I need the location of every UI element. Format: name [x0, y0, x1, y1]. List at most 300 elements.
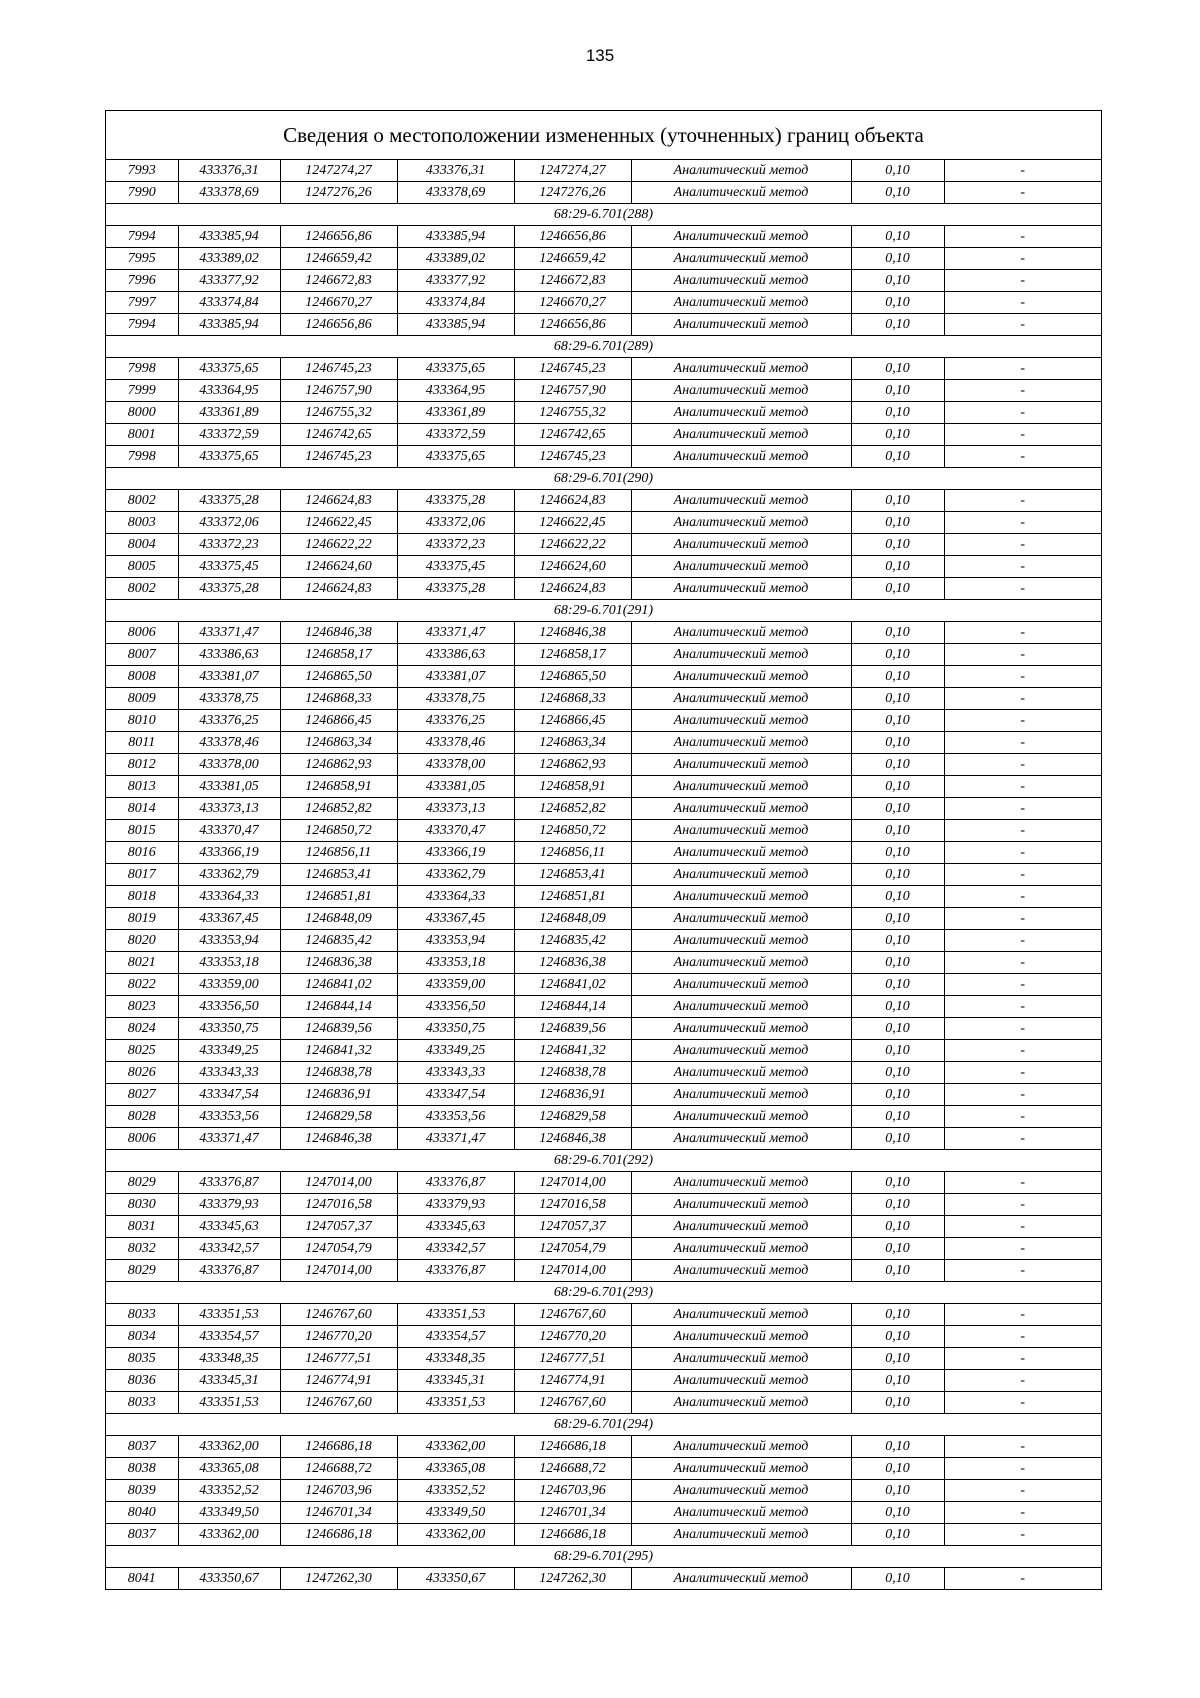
description-cell: - — [944, 1370, 1101, 1392]
method-cell: Аналитический метод — [631, 424, 851, 446]
precision-cell: 0,10 — [851, 1348, 944, 1370]
y-existing-cell: 1246624,83 — [280, 490, 397, 512]
table-row — [106, 402, 1101, 424]
y-new-cell: 1246686,18 — [514, 1436, 631, 1458]
table-row — [106, 534, 1101, 556]
point-number-cell: 8019 — [106, 908, 178, 930]
y-new-cell: 1246656,86 — [514, 226, 631, 248]
table-row — [106, 292, 1101, 314]
point-number-cell: 8003 — [106, 512, 178, 534]
y-existing-cell: 1246624,83 — [280, 578, 397, 600]
method-cell: Аналитический метод — [631, 908, 851, 930]
method-cell: Аналитический метод — [631, 182, 851, 204]
x-new-cell: 433375,28 — [397, 490, 514, 512]
precision-cell: 0,10 — [851, 996, 944, 1018]
table-row — [106, 556, 1101, 578]
precision-cell: 0,10 — [851, 1502, 944, 1524]
point-number-cell: 8022 — [106, 974, 178, 996]
method-cell: Аналитический метод — [631, 1370, 851, 1392]
section-header-row — [106, 600, 1101, 622]
table-row — [106, 1480, 1101, 1502]
precision-cell: 0,10 — [851, 556, 944, 578]
description-cell: - — [944, 1458, 1101, 1480]
description-cell: - — [944, 1326, 1101, 1348]
method-cell: Аналитический метод — [631, 226, 851, 248]
table-row — [106, 1172, 1101, 1194]
description-cell: - — [944, 1172, 1101, 1194]
precision-cell: 0,10 — [851, 578, 944, 600]
precision-cell: 0,10 — [851, 402, 944, 424]
y-existing-cell: 1246868,33 — [280, 688, 397, 710]
description-cell: - — [944, 1480, 1101, 1502]
x-existing-cell: 433342,57 — [178, 1238, 280, 1260]
y-new-cell: 1246656,86 — [514, 314, 631, 336]
method-cell: Аналитический метод — [631, 710, 851, 732]
y-new-cell: 1246659,42 — [514, 248, 631, 270]
y-new-cell: 1246777,51 — [514, 1348, 631, 1370]
section-header-row — [106, 204, 1101, 226]
x-new-cell: 433375,28 — [397, 578, 514, 600]
y-new-cell: 1246848,09 — [514, 908, 631, 930]
x-existing-cell: 433365,08 — [178, 1458, 280, 1480]
table-row — [106, 688, 1101, 710]
precision-cell: 0,10 — [851, 930, 944, 952]
point-number-cell: 8001 — [106, 424, 178, 446]
point-number-cell: 8040 — [106, 1502, 178, 1524]
point-number-cell: 8005 — [106, 556, 178, 578]
table-row — [106, 1128, 1101, 1150]
y-new-cell: 1246841,32 — [514, 1040, 631, 1062]
x-existing-cell: 433349,25 — [178, 1040, 280, 1062]
point-number-cell: 8025 — [106, 1040, 178, 1062]
description-cell: - — [944, 1238, 1101, 1260]
point-number-cell: 8011 — [106, 732, 178, 754]
section-header-row — [106, 468, 1101, 490]
y-existing-cell: 1246839,56 — [280, 1018, 397, 1040]
y-new-cell: 1246846,38 — [514, 1128, 631, 1150]
description-cell: - — [944, 1348, 1101, 1370]
point-number-cell: 8007 — [106, 644, 178, 666]
method-cell: Аналитический метод — [631, 952, 851, 974]
precision-cell: 0,10 — [851, 380, 944, 402]
y-new-cell: 1246851,81 — [514, 886, 631, 908]
x-existing-cell: 433353,56 — [178, 1106, 280, 1128]
precision-cell: 0,10 — [851, 534, 944, 556]
table-row — [106, 754, 1101, 776]
x-existing-cell: 433376,87 — [178, 1260, 280, 1282]
y-new-cell: 1246757,90 — [514, 380, 631, 402]
table-row — [106, 490, 1101, 512]
y-new-cell: 1246688,72 — [514, 1458, 631, 1480]
x-new-cell: 433362,00 — [397, 1524, 514, 1546]
x-existing-cell: 433377,92 — [178, 270, 280, 292]
y-new-cell: 1247014,00 — [514, 1172, 631, 1194]
description-cell: - — [944, 908, 1101, 930]
precision-cell: 0,10 — [851, 754, 944, 776]
section-header-row — [106, 1546, 1101, 1568]
x-existing-cell: 433378,00 — [178, 754, 280, 776]
precision-cell: 0,10 — [851, 842, 944, 864]
y-existing-cell: 1246703,96 — [280, 1480, 397, 1502]
y-existing-cell: 1246670,27 — [280, 292, 397, 314]
precision-cell: 0,10 — [851, 1040, 944, 1062]
method-cell: Аналитический метод — [631, 1502, 851, 1524]
method-cell: Аналитический метод — [631, 292, 851, 314]
precision-cell: 0,10 — [851, 666, 944, 688]
method-cell: Аналитический метод — [631, 248, 851, 270]
section-label: 68:29-6.701(290) — [106, 468, 1101, 490]
precision-cell: 0,10 — [851, 1458, 944, 1480]
x-existing-cell: 433385,94 — [178, 314, 280, 336]
method-cell: Аналитический метод — [631, 1304, 851, 1326]
y-existing-cell: 1246742,65 — [280, 424, 397, 446]
x-existing-cell: 433343,33 — [178, 1062, 280, 1084]
method-cell: Аналитический метод — [631, 314, 851, 336]
x-new-cell: 433378,46 — [397, 732, 514, 754]
section-header-row — [106, 1414, 1101, 1436]
y-existing-cell: 1246851,81 — [280, 886, 397, 908]
x-existing-cell: 433366,19 — [178, 842, 280, 864]
table-row — [106, 666, 1101, 688]
description-cell: - — [944, 1304, 1101, 1326]
table-row — [106, 1018, 1101, 1040]
precision-cell: 0,10 — [851, 622, 944, 644]
x-existing-cell: 433362,00 — [178, 1436, 280, 1458]
x-existing-cell: 433347,54 — [178, 1084, 280, 1106]
y-existing-cell: 1246745,23 — [280, 446, 397, 468]
method-cell: Аналитический метод — [631, 1172, 851, 1194]
description-cell: - — [944, 1568, 1101, 1590]
precision-cell: 0,10 — [851, 1326, 944, 1348]
section-label: 68:29-6.701(294) — [106, 1414, 1101, 1436]
precision-cell: 0,10 — [851, 886, 944, 908]
precision-cell: 0,10 — [851, 1128, 944, 1150]
table-row — [106, 512, 1101, 534]
method-cell: Аналитический метод — [631, 798, 851, 820]
y-new-cell: 1246742,65 — [514, 424, 631, 446]
precision-cell: 0,10 — [851, 776, 944, 798]
method-cell: Аналитический метод — [631, 842, 851, 864]
precision-cell: 0,10 — [851, 248, 944, 270]
point-number-cell: 8028 — [106, 1106, 178, 1128]
boundary-table-frame — [105, 110, 1102, 1590]
x-new-cell: 433372,23 — [397, 534, 514, 556]
y-existing-cell: 1246777,51 — [280, 1348, 397, 1370]
y-existing-cell: 1246757,90 — [280, 380, 397, 402]
y-existing-cell: 1247054,79 — [280, 1238, 397, 1260]
method-cell: Аналитический метод — [631, 380, 851, 402]
point-number-cell: 8002 — [106, 490, 178, 512]
description-cell: - — [944, 1436, 1101, 1458]
method-cell: Аналитический метод — [631, 864, 851, 886]
x-existing-cell: 433372,06 — [178, 512, 280, 534]
precision-cell: 0,10 — [851, 160, 944, 182]
method-cell: Аналитический метод — [631, 270, 851, 292]
method-cell: Аналитический метод — [631, 1018, 851, 1040]
x-new-cell: 433366,19 — [397, 842, 514, 864]
precision-cell: 0,10 — [851, 1084, 944, 1106]
x-existing-cell: 433375,45 — [178, 556, 280, 578]
description-cell: - — [944, 1502, 1101, 1524]
y-existing-cell: 1247014,00 — [280, 1172, 397, 1194]
x-existing-cell: 433359,00 — [178, 974, 280, 996]
description-cell: - — [944, 1084, 1101, 1106]
point-number-cell: 8039 — [106, 1480, 178, 1502]
point-number-cell: 8037 — [106, 1436, 178, 1458]
precision-cell: 0,10 — [851, 1370, 944, 1392]
method-cell: Аналитический метод — [631, 1568, 851, 1590]
x-new-cell: 433351,53 — [397, 1304, 514, 1326]
y-new-cell: 1246866,45 — [514, 710, 631, 732]
y-new-cell: 1246622,22 — [514, 534, 631, 556]
precision-cell: 0,10 — [851, 1260, 944, 1282]
y-new-cell: 1246862,93 — [514, 754, 631, 776]
y-existing-cell: 1246686,18 — [280, 1524, 397, 1546]
method-cell: Аналитический метод — [631, 358, 851, 380]
x-existing-cell: 433362,79 — [178, 864, 280, 886]
x-new-cell: 433378,00 — [397, 754, 514, 776]
method-cell: Аналитический метод — [631, 1128, 851, 1150]
x-existing-cell: 433367,45 — [178, 908, 280, 930]
description-cell: - — [944, 402, 1101, 424]
y-new-cell: 1246841,02 — [514, 974, 631, 996]
description-cell: - — [944, 446, 1101, 468]
y-new-cell: 1247014,00 — [514, 1260, 631, 1282]
coordinates-table — [106, 160, 1101, 1589]
y-new-cell: 1247274,27 — [514, 160, 631, 182]
precision-cell: 0,10 — [851, 1194, 944, 1216]
y-new-cell: 1246836,38 — [514, 952, 631, 974]
x-new-cell: 433367,45 — [397, 908, 514, 930]
y-existing-cell: 1247276,26 — [280, 182, 397, 204]
description-cell: - — [944, 732, 1101, 754]
y-new-cell: 1246839,56 — [514, 1018, 631, 1040]
y-existing-cell: 1246863,34 — [280, 732, 397, 754]
method-cell: Аналитический метод — [631, 776, 851, 798]
y-existing-cell: 1246688,72 — [280, 1458, 397, 1480]
x-new-cell: 433364,95 — [397, 380, 514, 402]
point-number-cell: 8027 — [106, 1084, 178, 1106]
x-new-cell: 433350,75 — [397, 1018, 514, 1040]
x-new-cell: 433342,57 — [397, 1238, 514, 1260]
x-new-cell: 433372,59 — [397, 424, 514, 446]
y-existing-cell: 1246656,86 — [280, 226, 397, 248]
point-number-cell: 8013 — [106, 776, 178, 798]
y-existing-cell: 1246852,82 — [280, 798, 397, 820]
method-cell: Аналитический метод — [631, 1392, 851, 1414]
x-existing-cell: 433364,95 — [178, 380, 280, 402]
table-row — [106, 1568, 1101, 1590]
x-existing-cell: 433389,02 — [178, 248, 280, 270]
x-new-cell: 433375,65 — [397, 446, 514, 468]
x-existing-cell: 433350,75 — [178, 1018, 280, 1040]
y-new-cell: 1246745,23 — [514, 446, 631, 468]
method-cell: Аналитический метод — [631, 1348, 851, 1370]
point-number-cell: 8036 — [106, 1370, 178, 1392]
y-new-cell: 1246856,11 — [514, 842, 631, 864]
table-row — [106, 1458, 1101, 1480]
y-existing-cell: 1246846,38 — [280, 622, 397, 644]
method-cell: Аналитический метод — [631, 578, 851, 600]
x-new-cell: 433386,63 — [397, 644, 514, 666]
table-row — [106, 270, 1101, 292]
x-new-cell: 433359,00 — [397, 974, 514, 996]
table-row — [106, 776, 1101, 798]
y-new-cell: 1246767,60 — [514, 1304, 631, 1326]
precision-cell: 0,10 — [851, 1238, 944, 1260]
y-existing-cell: 1247057,37 — [280, 1216, 397, 1238]
y-existing-cell: 1246672,83 — [280, 270, 397, 292]
x-new-cell: 433378,75 — [397, 688, 514, 710]
x-existing-cell: 433353,18 — [178, 952, 280, 974]
table-row — [106, 820, 1101, 842]
point-number-cell: 7998 — [106, 358, 178, 380]
y-existing-cell: 1246835,42 — [280, 930, 397, 952]
section-label: 68:29-6.701(292) — [106, 1150, 1101, 1172]
x-new-cell: 433365,08 — [397, 1458, 514, 1480]
point-number-cell: 8006 — [106, 622, 178, 644]
precision-cell: 0,10 — [851, 908, 944, 930]
method-cell: Аналитический метод — [631, 644, 851, 666]
precision-cell: 0,10 — [851, 1216, 944, 1238]
x-new-cell: 433371,47 — [397, 1128, 514, 1150]
point-number-cell: 8016 — [106, 842, 178, 864]
point-number-cell: 7994 — [106, 226, 178, 248]
y-new-cell: 1246670,27 — [514, 292, 631, 314]
y-existing-cell: 1246865,50 — [280, 666, 397, 688]
description-cell: - — [944, 952, 1101, 974]
precision-cell: 0,10 — [851, 1436, 944, 1458]
y-new-cell: 1246767,60 — [514, 1392, 631, 1414]
table-row — [106, 248, 1101, 270]
x-existing-cell: 433371,47 — [178, 622, 280, 644]
precision-cell: 0,10 — [851, 1018, 944, 1040]
x-new-cell: 433376,87 — [397, 1260, 514, 1282]
y-existing-cell: 1246745,23 — [280, 358, 397, 380]
point-number-cell: 8030 — [106, 1194, 178, 1216]
precision-cell: 0,10 — [851, 1304, 944, 1326]
x-existing-cell: 433373,13 — [178, 798, 280, 820]
x-new-cell: 433375,65 — [397, 358, 514, 380]
method-cell: Аналитический метод — [631, 446, 851, 468]
section-label: 68:29-6.701(288) — [106, 204, 1101, 226]
method-cell: Аналитический метод — [631, 1238, 851, 1260]
x-existing-cell: 433375,65 — [178, 358, 280, 380]
y-existing-cell: 1246858,17 — [280, 644, 397, 666]
x-new-cell: 433361,89 — [397, 402, 514, 424]
x-new-cell: 433356,50 — [397, 996, 514, 1018]
y-existing-cell: 1246656,86 — [280, 314, 397, 336]
precision-cell: 0,10 — [851, 1524, 944, 1546]
y-new-cell: 1246852,82 — [514, 798, 631, 820]
method-cell: Аналитический метод — [631, 490, 851, 512]
description-cell: - — [944, 1392, 1101, 1414]
point-number-cell: 8037 — [106, 1524, 178, 1546]
section-header-row — [106, 336, 1101, 358]
table-row — [106, 1436, 1101, 1458]
y-new-cell: 1246624,83 — [514, 578, 631, 600]
x-new-cell: 433349,50 — [397, 1502, 514, 1524]
x-new-cell: 433347,54 — [397, 1084, 514, 1106]
method-cell: Аналитический метод — [631, 754, 851, 776]
x-new-cell: 433381,05 — [397, 776, 514, 798]
y-existing-cell: 1246686,18 — [280, 1436, 397, 1458]
precision-cell: 0,10 — [851, 512, 944, 534]
point-number-cell: 8009 — [106, 688, 178, 710]
table-row — [106, 1260, 1101, 1282]
section-header-row — [106, 1282, 1101, 1304]
page-number: 135 — [585, 46, 615, 65]
y-existing-cell: 1247014,00 — [280, 1260, 397, 1282]
table-row — [106, 710, 1101, 732]
method-cell: Аналитический метод — [631, 1194, 851, 1216]
x-existing-cell: 433370,47 — [178, 820, 280, 842]
x-existing-cell: 433374,84 — [178, 292, 280, 314]
table-row — [106, 1062, 1101, 1084]
point-number-cell: 8020 — [106, 930, 178, 952]
point-number-cell: 8034 — [106, 1326, 178, 1348]
y-new-cell: 1247276,26 — [514, 182, 631, 204]
x-new-cell: 433353,18 — [397, 952, 514, 974]
x-new-cell: 433375,45 — [397, 556, 514, 578]
table-row — [106, 952, 1101, 974]
description-cell: - — [944, 160, 1101, 182]
point-number-cell: 8026 — [106, 1062, 178, 1084]
y-new-cell: 1246868,33 — [514, 688, 631, 710]
x-new-cell: 433381,07 — [397, 666, 514, 688]
table-row — [106, 864, 1101, 886]
y-existing-cell: 1246866,45 — [280, 710, 397, 732]
precision-cell: 0,10 — [851, 864, 944, 886]
x-new-cell: 433351,53 — [397, 1392, 514, 1414]
description-cell: - — [944, 644, 1101, 666]
x-existing-cell: 433386,63 — [178, 644, 280, 666]
description-cell: - — [944, 314, 1101, 336]
y-existing-cell: 1246774,91 — [280, 1370, 397, 1392]
y-new-cell: 1246770,20 — [514, 1326, 631, 1348]
table-row — [106, 930, 1101, 952]
method-cell: Аналитический метод — [631, 930, 851, 952]
y-existing-cell: 1246755,32 — [280, 402, 397, 424]
point-number-cell: 8035 — [106, 1348, 178, 1370]
precision-cell: 0,10 — [851, 820, 944, 842]
method-cell: Аналитический метод — [631, 688, 851, 710]
x-existing-cell: 433378,46 — [178, 732, 280, 754]
description-cell: - — [944, 556, 1101, 578]
method-cell: Аналитический метод — [631, 1436, 851, 1458]
table-row — [106, 380, 1101, 402]
y-new-cell: 1246755,32 — [514, 402, 631, 424]
y-existing-cell: 1246858,91 — [280, 776, 397, 798]
table-row — [106, 1194, 1101, 1216]
x-existing-cell: 433375,28 — [178, 490, 280, 512]
precision-cell: 0,10 — [851, 270, 944, 292]
precision-cell: 0,10 — [851, 358, 944, 380]
description-cell: - — [944, 1524, 1101, 1546]
x-new-cell: 433362,79 — [397, 864, 514, 886]
y-existing-cell: 1246622,22 — [280, 534, 397, 556]
method-cell: Аналитический метод — [631, 1260, 851, 1282]
y-existing-cell: 1246853,41 — [280, 864, 397, 886]
description-cell: - — [944, 996, 1101, 1018]
x-existing-cell: 433348,35 — [178, 1348, 280, 1370]
x-existing-cell: 433381,05 — [178, 776, 280, 798]
y-existing-cell: 1246846,38 — [280, 1128, 397, 1150]
precision-cell: 0,10 — [851, 732, 944, 754]
y-existing-cell: 1247274,27 — [280, 160, 397, 182]
y-new-cell: 1246835,42 — [514, 930, 631, 952]
method-cell: Аналитический метод — [631, 886, 851, 908]
